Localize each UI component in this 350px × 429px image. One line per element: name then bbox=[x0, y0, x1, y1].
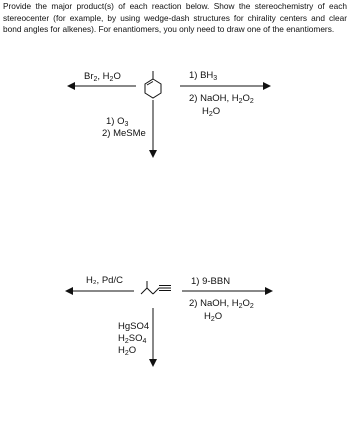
reagent-naoh-h2o2: 2) NaOH, $H_2O_2$ bbox=[189, 93, 254, 105]
reagent-h2o: $H_2O$ bbox=[202, 106, 221, 118]
reagent-hgso4: HgSO4 bbox=[118, 321, 150, 332]
reagent-naoh-h2o2-2: 2) NaOH, $H_2O_2$ bbox=[189, 298, 254, 310]
reagent-9bbn: 1) 9-BBN bbox=[191, 276, 231, 287]
reagent-h2o-2: $H_2O$ bbox=[204, 311, 223, 323]
methylcyclohexene-structure bbox=[145, 71, 161, 98]
reagent-h2o-3: $H_2O$ bbox=[118, 345, 137, 357]
reagent-bh3: 1) $BH_3$ bbox=[189, 70, 218, 82]
reagent-mesme: 2) MeSMe bbox=[102, 128, 146, 139]
reagent-h2so4: $H_2SO_4$ bbox=[118, 333, 147, 345]
instructions-text: Provide the major product(s) of each reaction below. Show the stereochemistry of each stereocenter (for example, by using wedge-dash structures for chirality centers and clear bond angles for alkenes). For enantiomers, you only need to draw one of the enantiomers. bbox=[3, 1, 347, 34]
reagent-o3: 1) $O_3$ bbox=[106, 116, 129, 128]
methylpentyne-structure bbox=[141, 281, 171, 294]
reagent-h2-pdc: H₂, Pd/C bbox=[86, 275, 123, 286]
reagent-br2-h2o: $Br_2$, $H_2O$ bbox=[84, 71, 121, 83]
